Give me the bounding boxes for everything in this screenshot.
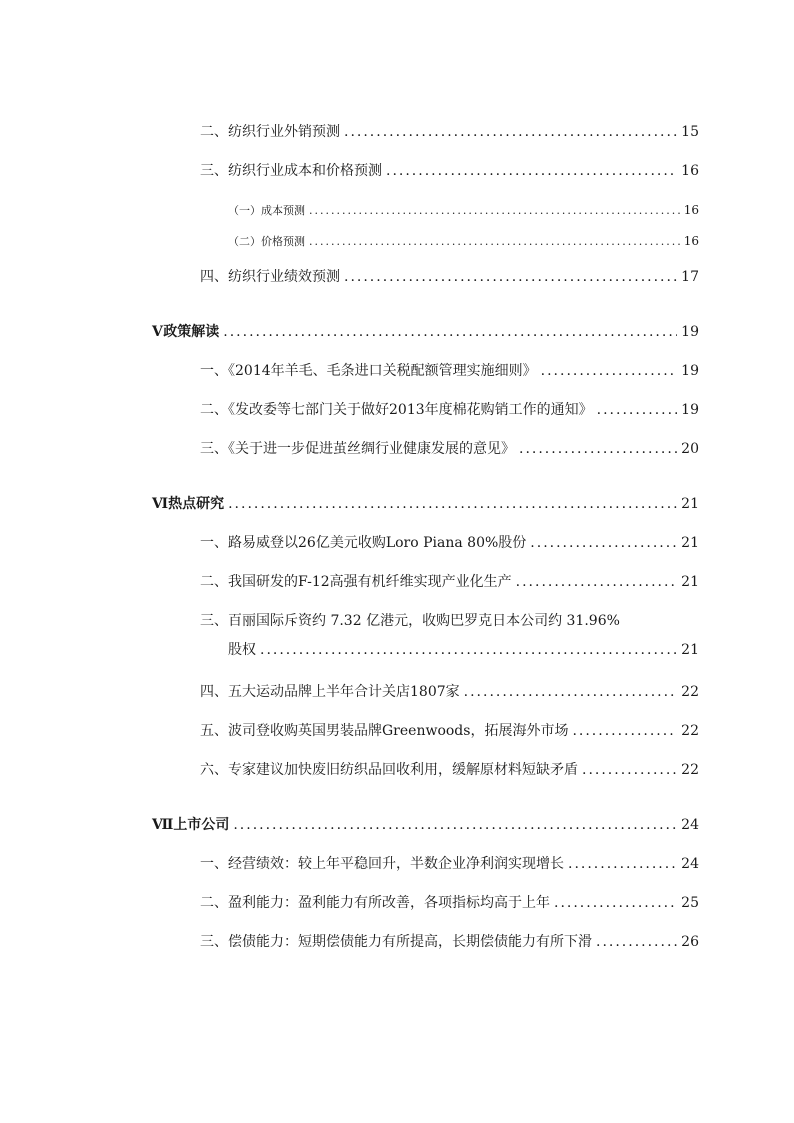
toc-chapter-title: 热点研究	[168, 496, 225, 512]
toc-entry-title: 五、波司登收购英国男装品牌Greenwoods，拓展海外市场	[200, 723, 569, 739]
toc-entry-continuation	[200, 641, 699, 659]
chapter-number: Ⅴ	[152, 324, 163, 340]
toc-page-number: 22	[681, 723, 699, 739]
toc-chapter-title: 上市公司	[173, 817, 230, 833]
dot-leader	[597, 401, 678, 419]
dot-leader	[516, 573, 678, 591]
toc-page-number: 17	[681, 269, 699, 285]
toc-entry-title: 二、我国研发的F-12高强有机纤维实现产业化生产	[200, 574, 512, 590]
toc-entry-title: 三、偿债能力：短期偿债能力有所提高，长期偿债能力有所下滑	[200, 934, 592, 950]
toc-page-number: 25	[681, 895, 699, 911]
toc-entry[interactable]	[200, 573, 699, 591]
toc-entry-title: 二、盈利能力：盈利能力有所改善，各项指标均高于上年	[200, 895, 550, 911]
toc-entry-title: 一、路易威登以26亿美元收购Loro Piana 80%股份	[200, 535, 527, 551]
toc-page-number: 24	[681, 856, 699, 872]
toc-entry[interactable]	[200, 268, 699, 286]
toc-entry-title: 一、经营绩效：较上年平稳回升，半数企业净利润实现增长	[200, 856, 564, 872]
dot-leader	[464, 683, 678, 701]
toc-chapter[interactable]	[152, 323, 699, 341]
toc-entry-title: 六、专家建议加快废旧纺织品回收利用，缓解原材料短缺矛盾	[200, 762, 578, 778]
toc-page-number: 19	[681, 363, 699, 379]
toc-entry[interactable]	[200, 761, 699, 779]
toc-entry[interactable]	[200, 933, 699, 951]
toc-page-number: 22	[681, 762, 699, 778]
dot-leader	[582, 761, 677, 779]
toc-entry[interactable]	[200, 401, 699, 419]
dot-leader	[386, 162, 677, 180]
toc-page-number: 20	[681, 441, 699, 457]
toc-entry-title: 二、纺织行业外销预测	[200, 124, 340, 140]
toc-entry-title: （二）价格预测	[228, 235, 305, 248]
toc-chapter[interactable]	[152, 495, 699, 513]
dot-leader	[344, 268, 677, 286]
dot-leader	[309, 202, 680, 220]
toc-entry-title: 三、纺织行业成本和价格预测	[200, 163, 382, 179]
toc-entry-title: 二、《发改委等七部门关于做好2013年度棉花购销工作的通知》	[200, 402, 593, 418]
dot-leader	[572, 722, 677, 740]
toc-chapter[interactable]	[152, 816, 699, 834]
toc-entry[interactable]	[200, 534, 699, 552]
toc-entry[interactable]	[200, 722, 699, 740]
toc-page-number: 21	[681, 535, 699, 551]
toc-entry-title: 四、五大运动品牌上半年合计关店1807家	[200, 684, 460, 700]
toc-page-number: 21	[681, 496, 699, 512]
toc-entry[interactable]	[200, 440, 699, 458]
dot-leader	[228, 495, 677, 513]
dot-leader	[233, 816, 677, 834]
dot-leader	[309, 233, 680, 251]
toc-entry[interactable]	[200, 894, 699, 912]
toc-page-number: 19	[681, 324, 699, 340]
dot-leader	[223, 323, 677, 341]
toc-entry[interactable]	[200, 362, 699, 380]
toc-entry[interactable]	[200, 855, 699, 873]
toc-page-number: 24	[681, 817, 699, 833]
toc-entry-title: 三、百丽国际斥资约 7.32 亿港元，收购巴罗克日本公司约 31.96%	[200, 613, 620, 629]
dot-leader	[260, 641, 677, 659]
toc-entry[interactable]	[200, 123, 699, 141]
toc-page-number: 22	[681, 684, 699, 700]
toc-page-number: 16	[683, 203, 699, 217]
dot-leader	[530, 534, 677, 552]
toc-entry-title: 一、《2014年羊毛、毛条进口关税配额管理实施细则》	[200, 363, 537, 379]
toc-page-number: 19	[681, 402, 699, 418]
toc-subentry[interactable]	[228, 201, 699, 220]
toc-entry[interactable]	[200, 683, 699, 701]
dot-leader	[541, 362, 678, 380]
toc-page-number: 16	[683, 234, 699, 248]
toc-subentry[interactable]	[228, 232, 699, 251]
dot-leader	[596, 933, 677, 951]
toc-entry-wrapped[interactable]	[200, 612, 699, 659]
toc-chapter-title: 政策解读	[163, 324, 220, 340]
dot-leader	[568, 855, 677, 873]
toc-entry-title: （一）成本预测	[228, 204, 305, 217]
toc-entry-title-cont: 股权	[228, 642, 256, 658]
toc-page-number: 21	[681, 574, 699, 590]
dot-leader	[344, 123, 677, 141]
toc-page-number: 15	[681, 124, 699, 140]
chapter-number: Ⅶ	[152, 817, 174, 833]
toc-entry-title: 四、纺织行业绩效预测	[200, 269, 340, 285]
toc-page-number: 21	[681, 642, 699, 658]
chapter-number: Ⅵ	[152, 496, 169, 512]
toc-entry[interactable]	[200, 162, 699, 180]
toc-page-number: 26	[681, 934, 699, 950]
dot-leader	[554, 894, 677, 912]
toc-entry-title: 三、《关于进一步促进茧丝绸行业健康发展的意见》	[200, 441, 515, 457]
toc-page-number: 16	[681, 163, 699, 179]
dot-leader	[519, 440, 677, 458]
